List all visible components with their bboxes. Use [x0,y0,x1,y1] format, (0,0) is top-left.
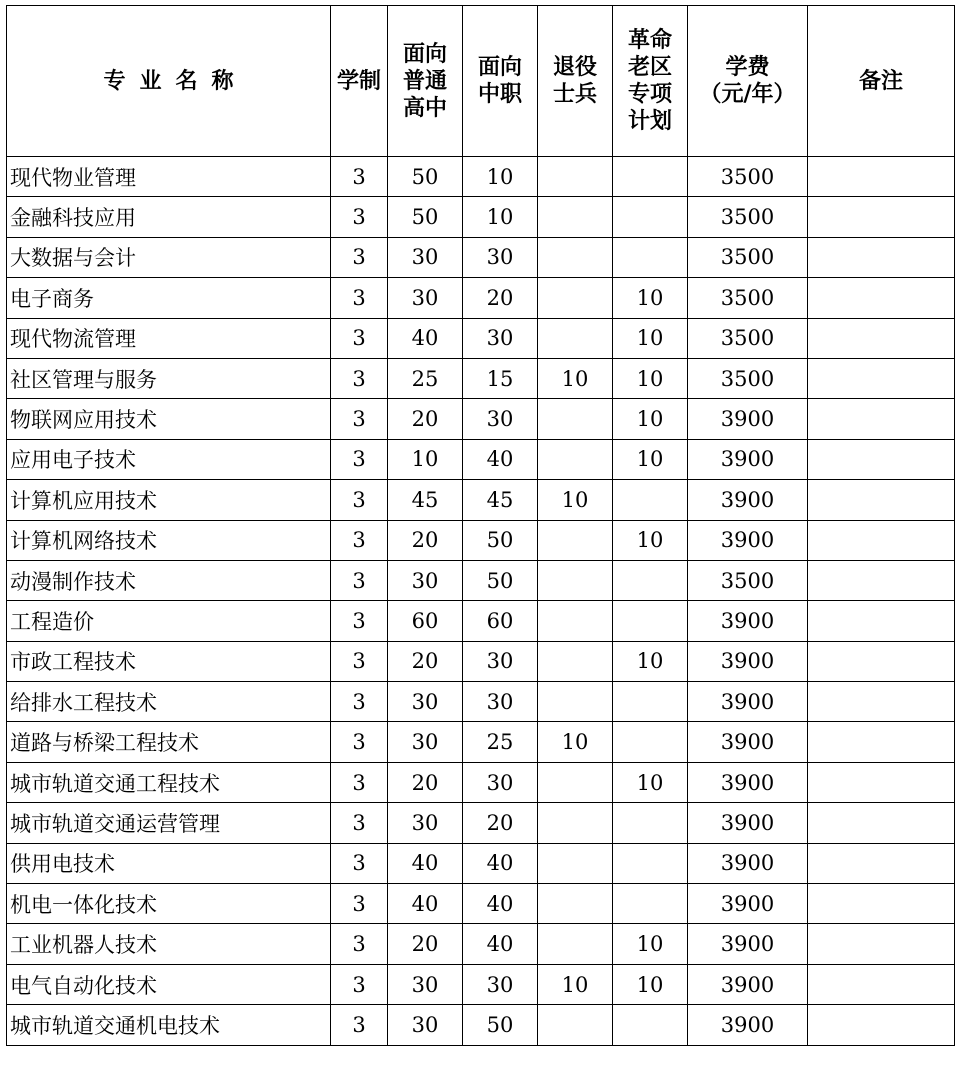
tuition-cell: 3900 [688,843,808,883]
remarks-cell [808,762,955,802]
remarks-cell [808,641,955,681]
header-row [7,6,955,157]
major-name-cell: 工程造价 [7,601,331,641]
old-revolutionary-cell [613,722,688,762]
years-cell: 3 [331,964,388,1004]
tuition-cell: 3500 [688,358,808,398]
remarks-cell [808,480,955,520]
general-hs-cell: 60 [388,601,463,641]
table-row [7,884,955,924]
veterans-cell [538,439,613,479]
old-revolutionary-cell: 10 [613,399,688,439]
remarks-cell [808,399,955,439]
vocational-cell: 20 [463,803,538,843]
vocational-cell: 50 [463,560,538,600]
table-row [7,318,955,358]
old-revolutionary-cell: 10 [613,358,688,398]
veterans-cell [538,278,613,318]
tuition-cell: 3900 [688,964,808,1004]
old-revolutionary-cell: 10 [613,924,688,964]
remarks-cell [808,722,955,762]
veterans-cell [538,318,613,358]
years-cell: 3 [331,762,388,802]
major-name-cell: 现代物业管理 [7,157,331,197]
major-name-cell: 城市轨道交通运营管理 [7,803,331,843]
vocational-cell: 30 [463,964,538,1004]
table-row [7,197,955,237]
years-cell: 3 [331,197,388,237]
header-remarks: 备注 [808,6,955,157]
table-body [7,157,955,1046]
years-cell: 3 [331,560,388,600]
vocational-cell: 50 [463,520,538,560]
table-row [7,399,955,439]
years-cell: 3 [331,722,388,762]
veterans-cell: 10 [538,480,613,520]
table-row [7,439,955,479]
major-name-cell: 道路与桥梁工程技术 [7,722,331,762]
general-hs-cell: 20 [388,924,463,964]
vocational-cell: 25 [463,722,538,762]
table-row [7,601,955,641]
vocational-cell: 45 [463,480,538,520]
major-name-cell: 城市轨道交通工程技术 [7,762,331,802]
remarks-cell [808,884,955,924]
vocational-cell: 60 [463,601,538,641]
tuition-cell: 3900 [688,601,808,641]
old-revolutionary-cell [613,560,688,600]
veterans-cell [538,237,613,277]
vocational-cell: 50 [463,1005,538,1045]
remarks-cell [808,682,955,722]
remarks-cell [808,197,955,237]
veterans-cell [538,560,613,600]
old-revolutionary-cell [613,197,688,237]
general-hs-cell: 20 [388,399,463,439]
vocational-cell: 30 [463,762,538,802]
major-name-cell: 供用电技术 [7,843,331,883]
general-hs-cell: 30 [388,560,463,600]
major-name-cell: 电气自动化技术 [7,964,331,1004]
general-hs-cell: 30 [388,722,463,762]
vocational-cell: 40 [463,843,538,883]
remarks-cell [808,1005,955,1045]
years-cell: 3 [331,237,388,277]
veterans-cell [538,924,613,964]
old-revolutionary-cell [613,480,688,520]
years-cell: 3 [331,520,388,560]
header-years: 学制 [331,6,388,157]
remarks-cell [808,318,955,358]
major-name-cell: 城市轨道交通机电技术 [7,1005,331,1045]
table-row [7,682,955,722]
vocational-cell: 30 [463,237,538,277]
years-cell: 3 [331,157,388,197]
general-hs-cell: 20 [388,641,463,681]
tuition-cell: 3900 [688,1005,808,1045]
old-revolutionary-cell [613,237,688,277]
table-row [7,803,955,843]
remarks-cell [808,520,955,560]
veterans-cell [538,641,613,681]
remarks-cell [808,560,955,600]
major-name-cell: 电子商务 [7,278,331,318]
years-cell: 3 [331,884,388,924]
remarks-cell [808,964,955,1004]
tuition-cell: 3900 [688,439,808,479]
tuition-cell: 3500 [688,278,808,318]
header-major-name: 专业名称 [7,6,331,157]
old-revolutionary-cell [613,884,688,924]
veterans-cell [538,884,613,924]
table-row [7,722,955,762]
major-name-cell: 动漫制作技术 [7,560,331,600]
header-vocational: 面向 中职 [463,6,538,157]
tuition-cell: 3500 [688,560,808,600]
years-cell: 3 [331,399,388,439]
header-tuition: 学费 （元/年） [688,6,808,157]
table-row [7,278,955,318]
table-row [7,520,955,560]
old-revolutionary-cell: 10 [613,439,688,479]
veterans-cell [538,682,613,722]
general-hs-cell: 40 [388,843,463,883]
years-cell: 3 [331,682,388,722]
major-name-cell: 物联网应用技术 [7,399,331,439]
general-hs-cell: 40 [388,318,463,358]
veterans-cell [538,803,613,843]
table-row [7,237,955,277]
old-revolutionary-cell: 10 [613,278,688,318]
general-hs-cell: 30 [388,278,463,318]
years-cell: 3 [331,358,388,398]
old-revolutionary-cell: 10 [613,964,688,1004]
old-revolutionary-cell: 10 [613,318,688,358]
header-general-high-school: 面向 普通 高中 [388,6,463,157]
remarks-cell [808,924,955,964]
veterans-cell: 10 [538,964,613,1004]
general-hs-cell: 50 [388,197,463,237]
tuition-cell: 3900 [688,722,808,762]
general-hs-cell: 30 [388,682,463,722]
tuition-cell: 3900 [688,520,808,560]
veterans-cell [538,1005,613,1045]
years-cell: 3 [331,480,388,520]
remarks-cell [808,601,955,641]
table-row [7,924,955,964]
major-name-cell: 市政工程技术 [7,641,331,681]
table-row [7,480,955,520]
years-cell: 3 [331,1005,388,1045]
general-hs-cell: 30 [388,964,463,1004]
vocational-cell: 30 [463,682,538,722]
tuition-cell: 3900 [688,682,808,722]
table-row [7,1005,955,1045]
table-row [7,641,955,681]
major-name-cell: 大数据与会计 [7,237,331,277]
general-hs-cell: 10 [388,439,463,479]
veterans-cell [538,762,613,802]
veterans-cell [538,601,613,641]
old-revolutionary-cell [613,1005,688,1045]
general-hs-cell: 50 [388,157,463,197]
old-revolutionary-cell [613,157,688,197]
veterans-cell [538,197,613,237]
table-row [7,560,955,600]
tuition-cell: 3900 [688,399,808,439]
years-cell: 3 [331,278,388,318]
veterans-cell [538,157,613,197]
old-revolutionary-cell: 10 [613,762,688,802]
tuition-cell: 3500 [688,197,808,237]
vocational-cell: 20 [463,278,538,318]
years-cell: 3 [331,641,388,681]
tuition-cell: 3500 [688,318,808,358]
veterans-cell: 10 [538,722,613,762]
old-revolutionary-cell [613,843,688,883]
table-row [7,358,955,398]
table-row [7,157,955,197]
major-name-cell: 应用电子技术 [7,439,331,479]
general-hs-cell: 25 [388,358,463,398]
tuition-cell: 3500 [688,157,808,197]
years-cell: 3 [331,318,388,358]
header-old-revolutionary-area: 革命 老区 专项 计划 [613,6,688,157]
major-name-cell: 给排水工程技术 [7,682,331,722]
veterans-cell [538,520,613,560]
remarks-cell [808,157,955,197]
general-hs-cell: 30 [388,803,463,843]
table-row [7,964,955,1004]
remarks-cell [808,803,955,843]
vocational-cell: 10 [463,197,538,237]
general-hs-cell: 30 [388,1005,463,1045]
vocational-cell: 30 [463,318,538,358]
major-name-cell: 现代物流管理 [7,318,331,358]
general-hs-cell: 30 [388,237,463,277]
veterans-cell [538,843,613,883]
remarks-cell [808,358,955,398]
table-row [7,843,955,883]
tuition-cell: 3900 [688,480,808,520]
veterans-cell: 10 [538,358,613,398]
major-name-cell: 计算机应用技术 [7,480,331,520]
years-cell: 3 [331,803,388,843]
major-name-cell: 金融科技应用 [7,197,331,237]
header-veterans: 退役 士兵 [538,6,613,157]
years-cell: 3 [331,843,388,883]
years-cell: 3 [331,601,388,641]
remarks-cell [808,843,955,883]
years-cell: 3 [331,924,388,964]
remarks-cell [808,439,955,479]
tuition-cell: 3900 [688,641,808,681]
remarks-cell [808,278,955,318]
major-name-cell: 工业机器人技术 [7,924,331,964]
general-hs-cell: 40 [388,884,463,924]
general-hs-cell: 45 [388,480,463,520]
veterans-cell [538,399,613,439]
years-cell: 3 [331,439,388,479]
tuition-cell: 3900 [688,924,808,964]
table-row [7,762,955,802]
vocational-cell: 40 [463,439,538,479]
vocational-cell: 10 [463,157,538,197]
tuition-cell: 3900 [688,803,808,843]
enrollment-plan-table [6,5,955,1046]
tuition-cell: 3500 [688,237,808,277]
tuition-cell: 3900 [688,762,808,802]
old-revolutionary-cell: 10 [613,641,688,681]
vocational-cell: 15 [463,358,538,398]
remarks-cell [808,237,955,277]
vocational-cell: 30 [463,641,538,681]
old-revolutionary-cell [613,682,688,722]
old-revolutionary-cell [613,601,688,641]
vocational-cell: 40 [463,924,538,964]
vocational-cell: 40 [463,884,538,924]
general-hs-cell: 20 [388,762,463,802]
major-name-cell: 机电一体化技术 [7,884,331,924]
old-revolutionary-cell [613,803,688,843]
vocational-cell: 30 [463,399,538,439]
tuition-cell: 3900 [688,884,808,924]
major-name-cell: 社区管理与服务 [7,358,331,398]
general-hs-cell: 20 [388,520,463,560]
major-name-cell: 计算机网络技术 [7,520,331,560]
old-revolutionary-cell: 10 [613,520,688,560]
